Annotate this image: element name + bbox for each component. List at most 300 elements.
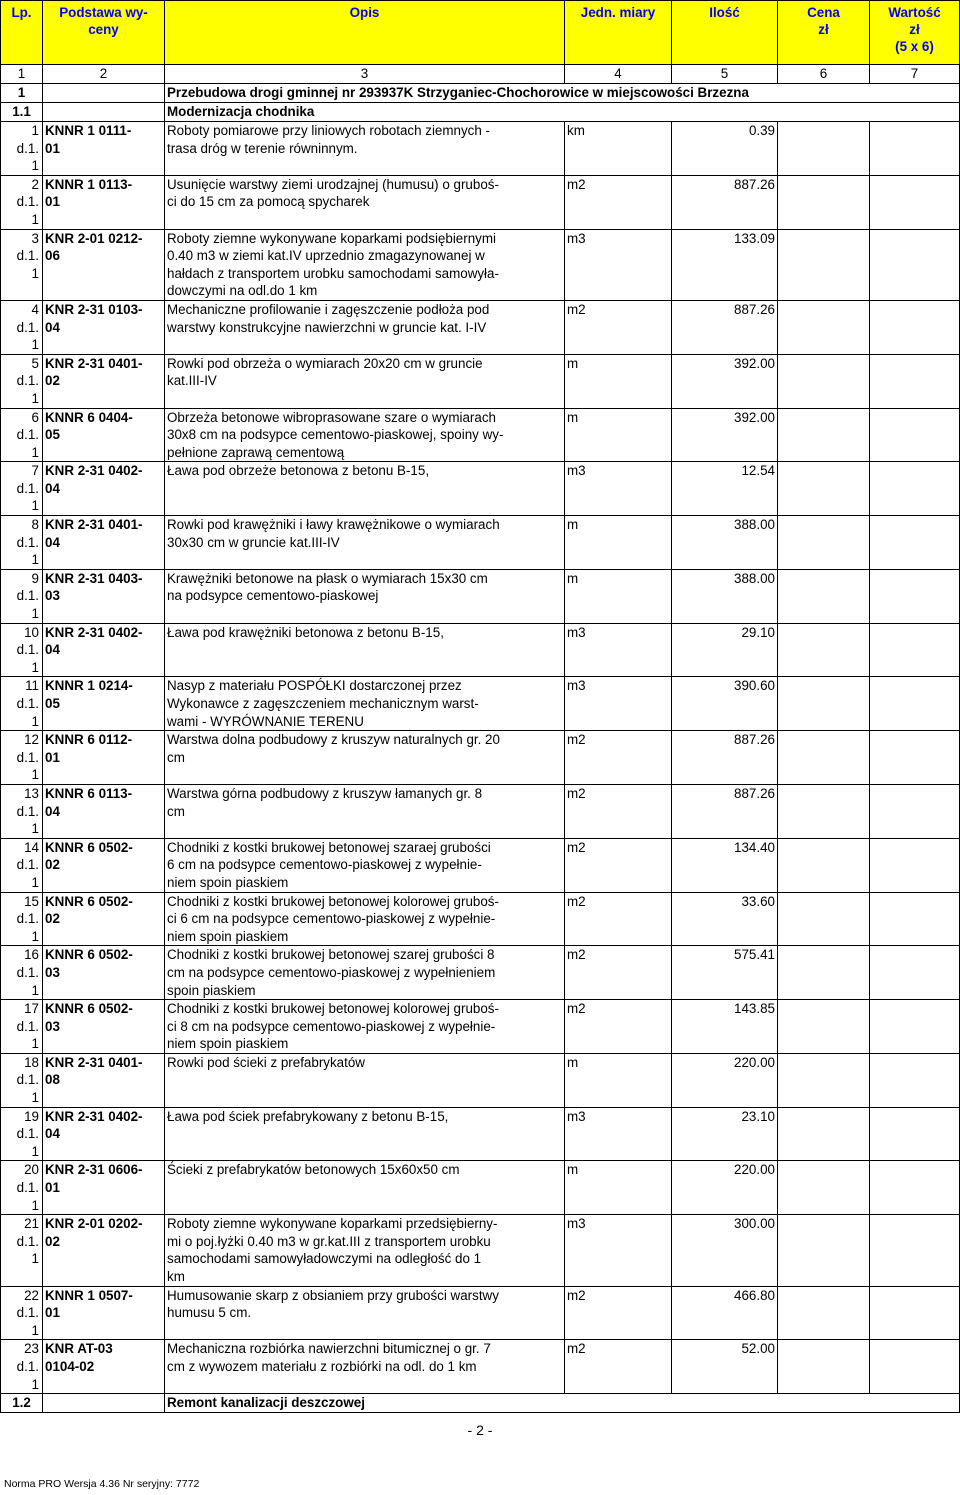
project-title-row [1,84,960,103]
position-number-line: d.1. [16,480,39,496]
pricing-basis-line: KNR 2-01 0212- [45,230,143,246]
pricing-basis [43,623,165,677]
pricing-basis-line: 04 [45,480,60,496]
description-line: kat.III-IV [167,373,217,389]
description-line: ci 8 cm na podsypce cementowo-piaskowej z wypełnie- [167,1018,496,1034]
table-row [1,569,960,623]
unit-of-measure: m [565,516,672,570]
value-cell [870,122,960,176]
project-lp: 1 [1,84,43,103]
item-description [165,229,565,300]
value-cell [870,300,960,354]
unit-of-measure: km [565,122,672,176]
description-line: ci 6 cm na podsypce cementowo-piaskowej z wypełnie- [167,911,496,927]
position-number-line: d.1. [16,1126,39,1142]
item-description [165,1340,565,1394]
pricing-basis-line: 02 [45,1233,60,1249]
position-number-line: d.1. [16,1233,39,1249]
pricing-basis [43,677,165,731]
position-number-line: d.1. [16,1358,39,1374]
value-cell [870,838,960,892]
pricing-basis [43,1053,165,1107]
page-number: - 2 - [467,1422,493,1438]
position-number [1,300,43,354]
pricing-basis [43,569,165,623]
quantity: 143.85 [672,1000,778,1054]
pricing-basis [43,462,165,516]
pricing-basis-line: KNR 2-31 0402- [45,463,143,479]
position-number-line: d.1. [16,1018,39,1034]
unit-of-measure: m [565,569,672,623]
description-line: niem spoin piaskiem [167,928,289,944]
unit-price-cell [778,1053,870,1107]
position-number-line: 1 [31,928,39,944]
position-number-line: d.1. [16,1180,39,1196]
header-value: Wartość zł (5 x 6) [870,1,960,65]
position-number [1,408,43,462]
table-row [1,229,960,300]
pricing-basis [43,1340,165,1394]
item-description [165,1161,565,1215]
item-description [165,122,565,176]
description-line: niem spoin piaskiem [167,1036,289,1052]
description-line: Chodniki z kostki brukowej betonowej szaraej grubości [167,839,491,855]
pricing-basis-line: KNR 2-31 0103- [45,301,143,317]
position-number [1,175,43,229]
value-cell [870,784,960,838]
position-number-line: d.1. [16,140,39,156]
position-number-line: 14 [24,839,39,855]
quantity: 887.26 [672,300,778,354]
column-number: 5 [672,65,778,84]
description-line: na podsypce cementowo-piaskowej [167,588,379,604]
position-number-line: 1 [31,265,39,281]
value-cell [870,1053,960,1107]
table-row [1,1053,960,1107]
column-number: 1 [1,65,43,84]
position-number [1,623,43,677]
description-line: cm na podsypce cementowo-piaskowej z wypełnieniem [167,964,496,980]
value-cell [870,229,960,300]
header-quantity: Ilość [672,1,778,65]
unit-price-cell [778,408,870,462]
position-number-line: 18 [24,1054,39,1070]
value-cell [870,1286,960,1340]
pricing-basis [43,892,165,946]
position-number [1,122,43,176]
position-number-line: 1 [31,444,39,460]
section-lp: 1.2 [1,1394,43,1413]
description-line: Mechaniczna rozbiórka nawierzchni bitumicznej o gr. 7 [167,1341,491,1357]
pricing-basis-line: 04 [45,803,60,819]
unit-price-cell [778,784,870,838]
description-line: spoin piaskiem [167,982,256,998]
pricing-basis-line: 03 [45,964,60,980]
value-cell [870,1215,960,1286]
position-number-line: 1 [31,1090,39,1106]
item-description [165,462,565,516]
pricing-basis [43,229,165,300]
position-number-line: d.1. [16,534,39,550]
position-number [1,1107,43,1161]
position-number [1,516,43,570]
item-description [165,408,565,462]
quantity: 33.60 [672,892,778,946]
column-number-row [1,65,960,84]
position-number-line: 1 [31,821,39,837]
position-number-line: 22 [24,1287,39,1303]
position-number-line: 9 [31,570,39,586]
unit-price-cell [778,1161,870,1215]
pricing-basis [43,731,165,785]
description-line: Rowki pod obrzeża o wymiarach 20x20 cm w gruncie [167,355,483,371]
position-number-line: d.1. [16,857,39,873]
position-number-line: d.1. [16,1305,39,1321]
pricing-basis-line: KNR 2-31 0401- [45,355,143,371]
pricing-basis-line: KNNR 6 0502- [45,839,133,855]
pricing-basis [43,516,165,570]
unit-of-measure: m [565,354,672,408]
position-number-line: 5 [31,355,39,371]
description-line: Warstwa dolna podbudowy z kruszyw naturalnych gr. 20 [167,732,500,748]
position-number-line: 1 [31,874,39,890]
position-number [1,354,43,408]
pricing-basis [43,1215,165,1286]
pricing-basis-line: KNR 2-31 0401- [45,1054,143,1070]
position-number-line: 12 [24,732,39,748]
table-row [1,731,960,785]
position-number-line: 1 [31,606,39,622]
description-line: 0.40 m3 w ziemi kat.IV uprzednio zmagazynowanej w [167,248,485,264]
quantity: 0.39 [672,122,778,176]
description-line: Roboty ziemne wykonywane koparkami przedsiębierny- [167,1216,498,1232]
position-number-line: 1 [31,1322,39,1338]
quantity: 388.00 [672,569,778,623]
description-line: Usunięcie warstwy ziemi urodzajnej (humusu) o gruboś- [167,176,499,192]
position-number-line: 1 [31,390,39,406]
item-description [165,569,565,623]
position-number-line: 11 [25,678,39,694]
value-cell [870,569,960,623]
item-description [165,946,565,1000]
pricing-basis-line: KNNR 6 0502- [45,893,133,909]
header-unit: Jedn. miary [565,1,672,65]
unit-of-measure: m3 [565,229,672,300]
pricing-basis-line: KNNR 1 0111- [45,123,132,138]
unit-of-measure: m [565,1161,672,1215]
description-line: cm z wywozem materiału z rozbiórki na odl. do 1 km [167,1358,477,1374]
pricing-basis-line: KNR AT-03 [45,1341,113,1357]
unit-price-cell [778,677,870,731]
position-number-line: 1 [31,158,39,174]
unit-price-cell [778,731,870,785]
value-cell [870,946,960,1000]
pricing-basis [43,354,165,408]
pricing-basis [43,784,165,838]
unit-price-cell [778,838,870,892]
description-line: cm [167,749,185,765]
unit-price-cell [778,516,870,570]
unit-of-measure: m2 [565,1286,672,1340]
description-line: Humusowanie skarp z obsianiem przy grubości warstwy [167,1287,499,1303]
item-description [165,623,565,677]
pricing-basis-line: 05 [45,427,60,443]
unit-of-measure: m2 [565,1000,672,1054]
unit-of-measure: m [565,408,672,462]
table-row [1,408,960,462]
table-row [1,1161,960,1215]
quantity: 300.00 [672,1215,778,1286]
description-line: warstwy konstrukcyjne nawierzchni w gruncie kat. I-IV [167,319,487,335]
position-number-line: 23 [24,1341,39,1357]
unit-price-cell [778,1000,870,1054]
pricing-basis-line: KNNR 6 0502- [45,1001,133,1017]
quantity: 29.10 [672,623,778,677]
pricing-basis-line: 02 [45,911,60,927]
quantity: 23.10 [672,1107,778,1161]
unit-price-cell [778,946,870,1000]
position-number-line: 1 [31,1251,39,1267]
description-line: Nasyp z materiału POSPÓŁKI dostarczonej przez [167,678,462,694]
table-row [1,300,960,354]
unit-price-cell [778,569,870,623]
unit-price-cell [778,354,870,408]
pricing-basis-line: KNNR 6 0112- [45,732,133,748]
position-number-line: 1 [31,659,39,675]
description-line: Obrzeża betonowe wibroprasowane szare o wymiarach [167,409,496,425]
position-number-line: 1 [31,337,39,353]
pricing-basis-line: KNR 2-31 0402- [45,1108,143,1124]
section-title: Modernizacja chodnika [165,103,960,122]
column-number: 6 [778,65,870,84]
quantity: 392.00 [672,354,778,408]
unit-price-cell [778,300,870,354]
description-line: niem spoin piaskiem [167,874,289,890]
description-line: Rowki pod ścieki z prefabrykatów [167,1054,365,1070]
pricing-basis [43,175,165,229]
pricing-basis-line: KNR 2-31 0606- [45,1162,143,1178]
position-number [1,1286,43,1340]
quantity: 52.00 [672,1340,778,1394]
position-number-line: 1 [31,211,39,227]
description-line: 30x30 cm w gruncie kat.III-IV [167,534,340,550]
unit-of-measure: m2 [565,731,672,785]
pricing-basis [43,1286,165,1340]
header-lp: Lp. [1,1,43,65]
description-line: pełnione zaprawą cementową [167,444,345,460]
description-line: hałdach z transportem urobku samochodami samowyła- [167,265,499,281]
item-description [165,1053,565,1107]
unit-of-measure: m2 [565,300,672,354]
table-row [1,1107,960,1161]
unit-of-measure: m2 [565,838,672,892]
pricing-basis-line: 04 [45,319,60,335]
description-line: cm [167,803,185,819]
unit-price-cell [778,122,870,176]
unit-of-measure: m3 [565,462,672,516]
unit-price-cell [778,229,870,300]
position-number-line: 15 [24,893,39,909]
position-number-line: 1 [31,1036,39,1052]
quantity: 887.26 [672,731,778,785]
item-description [165,784,565,838]
pricing-basis [43,1107,165,1161]
unit-price-cell [778,1286,870,1340]
pricing-basis-line: KNNR 6 0113- [45,785,133,801]
position-number-line: 19 [24,1108,39,1124]
description-line: km [167,1269,185,1284]
description-line: Roboty ziemne wykonywane koparkami podsiębiernymi [167,230,496,246]
project-title: Przebudowa drogi gminnej nr 293937K Strzyganiec-Chochorowice w miejscowości Brzezna [165,84,960,103]
pricing-basis-line: 04 [45,642,60,658]
quantity: 887.26 [672,175,778,229]
position-number [1,1161,43,1215]
column-number: 4 [565,65,672,84]
table-row [1,175,960,229]
position-number-line: 7 [31,463,39,479]
pricing-basis-line: 0104-02 [45,1358,95,1374]
unit-of-measure: m2 [565,784,672,838]
pricing-basis-line: KNR 2-31 0401- [45,517,143,533]
position-number [1,1053,43,1107]
pricing-basis-line: KNR 2-31 0403- [45,570,143,586]
table-row [1,516,960,570]
description-line: Krawężniki betonowe na płask o wymiarach 15x30 cm [167,570,488,586]
description-line: samochodami samowyładowczymi na odległość do 1 [167,1251,482,1267]
table-row [1,623,960,677]
quantity: 392.00 [672,408,778,462]
unit-of-measure: m3 [565,1107,672,1161]
position-number-line: 17 [24,1001,39,1017]
empty-cell [43,1394,165,1413]
position-number [1,784,43,838]
unit-of-measure: m2 [565,1340,672,1394]
position-number-line: d.1. [16,248,39,264]
position-number-line: 1 [31,498,39,514]
unit-price-cell [778,1107,870,1161]
table-row [1,677,960,731]
table-row [1,838,960,892]
pricing-basis [43,838,165,892]
value-cell [870,1340,960,1394]
position-number-line: 1 [31,1197,39,1213]
item-description [165,354,565,408]
quantity: 466.80 [672,1286,778,1340]
table-row [1,1340,960,1394]
header-price: Cena zł [778,1,870,65]
item-description [165,516,565,570]
description-line: Mechaniczne profilowanie i zagęszczenie podłoża pod [167,301,490,317]
pricing-basis-line: 02 [45,857,60,873]
position-number-line: d.1. [16,427,39,443]
description-line: Chodniki z kostki brukowej betonowej kolorowej gruboś- [167,893,499,909]
item-description [165,838,565,892]
description-line: Chodniki z kostki brukowej betonowej kolorowej gruboś- [167,1001,499,1017]
position-number [1,1215,43,1286]
pricing-basis-line: KNNR 1 0507- [45,1287,133,1303]
table-row [1,1215,960,1286]
header-basis: Podstawa wy- ceny [43,1,165,65]
position-number [1,1000,43,1054]
value-cell [870,516,960,570]
item-description [165,175,565,229]
position-number-line: 1 [31,767,39,783]
description-line: Roboty pomiarowe przy liniowych robotach ziemnych - [167,123,490,138]
pricing-basis-line: 01 [45,140,60,156]
description-line: Ława pod ściek prefabrykowany z betonu B-15, [167,1108,449,1124]
position-number-line: 1 [31,552,39,568]
description-line: ci do 15 cm za pomocą spycharek [167,194,370,210]
quantity: 133.09 [672,229,778,300]
value-cell [870,408,960,462]
pricing-basis-line: KNNR 1 0214- [45,678,133,694]
unit-of-measure: m3 [565,677,672,731]
position-number-line: d.1. [16,1072,39,1088]
item-description [165,300,565,354]
position-number [1,569,43,623]
position-number-line: d.1. [16,373,39,389]
table-row [1,946,960,1000]
pricing-basis [43,1000,165,1054]
table-row [1,784,960,838]
position-number-line: d.1. [16,696,39,711]
pricing-basis-line: KNNR 6 0404- [45,409,133,425]
pricing-basis-line: 01 [45,194,60,210]
pricing-basis-line: 01 [45,1305,60,1321]
description-line: dowczymi na odl.do 1 km [167,283,318,299]
pricing-basis-line: 02 [45,373,60,389]
value-cell [870,623,960,677]
unit-price-cell [778,623,870,677]
table-row [1,122,960,176]
position-number-line: 6 [31,409,39,425]
quantity: 12.54 [672,462,778,516]
position-number-line: 8 [31,517,39,533]
position-number-line: 16 [24,947,39,963]
value-cell [870,1107,960,1161]
position-number [1,838,43,892]
description-line: Ścieki z prefabrykatów betonowych 15x60x50 cm [167,1162,460,1178]
position-number-line: 1 [31,982,39,998]
table-row [1,1000,960,1054]
position-number [1,731,43,785]
item-description [165,1215,565,1286]
position-number-line: d.1. [16,194,39,210]
table-row [1,892,960,946]
position-number-line: 1 [31,1376,39,1392]
pricing-basis-line: KNNR 1 0113- [45,176,133,192]
pricing-basis-line: KNR 2-31 0402- [45,624,143,640]
section-row [1,1394,960,1413]
description-line: trasa dróg w terenie równinnym. [167,140,358,156]
pricing-basis [43,946,165,1000]
column-number: 3 [165,65,565,84]
position-number [1,229,43,300]
unit-price-cell [778,892,870,946]
position-number-line: d.1. [16,911,39,927]
pricing-basis-line: 06 [45,248,60,264]
position-number-line: 21 [24,1216,39,1232]
table-header-row [1,1,960,65]
unit-of-measure: m2 [565,175,672,229]
description-line: wami - WYRÓWNANIE TERENU [167,713,364,729]
table-row [1,354,960,408]
section-title: Remont kanalizacji deszczowej [165,1394,960,1413]
value-cell [870,731,960,785]
position-number-line: 1 [31,123,39,138]
pricing-basis-line: 03 [45,1018,60,1034]
pricing-basis-line: 04 [45,534,60,550]
